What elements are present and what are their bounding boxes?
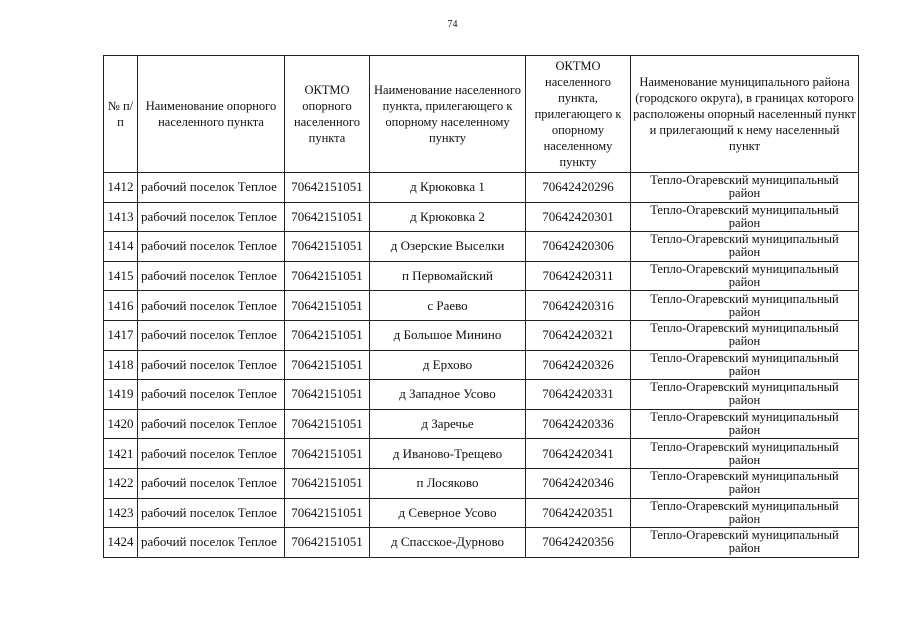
cell-locality-oktmo: 70642420326 <box>526 350 631 380</box>
cell-center-name: рабочий поселок Теплое <box>138 409 285 439</box>
cell-center-oktmo: 70642151051 <box>285 468 370 498</box>
table-row <box>104 320 859 350</box>
header-num: № п/п <box>104 56 138 173</box>
cell-num: 1415 <box>104 261 138 291</box>
cell-center-oktmo: 70642151051 <box>285 380 370 410</box>
cell-num: 1419 <box>104 380 138 410</box>
cell-locality-name: д Крюковка 2 <box>370 202 526 232</box>
cell-center-name: рабочий поселок Теплое <box>138 291 285 321</box>
cell-center-name: рабочий поселок Теплое <box>138 380 285 410</box>
cell-num: 1421 <box>104 439 138 469</box>
cell-locality-oktmo: 70642420336 <box>526 409 631 439</box>
cell-locality-name: д Иваново-Трещево <box>370 439 526 469</box>
table-row <box>104 380 859 410</box>
cell-center-name: рабочий поселок Теплое <box>138 232 285 262</box>
cell-center-oktmo: 70642151051 <box>285 291 370 321</box>
table-row <box>104 528 859 558</box>
cell-locality-name: д Озерские Выселки <box>370 232 526 262</box>
cell-center-name: рабочий поселок Теплое <box>138 173 285 203</box>
cell-num: 1424 <box>104 528 138 558</box>
cell-district: Тепло-Огаревский муниципальный район <box>631 468 859 498</box>
cell-locality-oktmo: 70642420331 <box>526 380 631 410</box>
cell-district: Тепло-Огаревский муниципальный район <box>631 320 859 350</box>
table-row <box>104 498 859 528</box>
cell-center-name: рабочий поселок Теплое <box>138 350 285 380</box>
header-center-name: Наименование опорного населенного пункта <box>138 56 285 173</box>
cell-num: 1412 <box>104 173 138 203</box>
cell-locality-oktmo: 70642420346 <box>526 468 631 498</box>
cell-locality-oktmo: 70642420311 <box>526 261 631 291</box>
cell-center-oktmo: 70642151051 <box>285 202 370 232</box>
page-number: 74 <box>447 19 458 30</box>
cell-district: Тепло-Огаревский муниципальный район <box>631 528 859 558</box>
cell-district: Тепло-Огаревский муниципальный район <box>631 498 859 528</box>
cell-center-oktmo: 70642151051 <box>285 232 370 262</box>
cell-center-name: рабочий поселок Теплое <box>138 261 285 291</box>
header-row <box>104 56 859 173</box>
cell-locality-name: д Крюковка 1 <box>370 173 526 203</box>
cell-center-name: рабочий поселок Теплое <box>138 498 285 528</box>
cell-num: 1413 <box>104 202 138 232</box>
cell-locality-name: п Первомайский <box>370 261 526 291</box>
cell-district: Тепло-Огаревский муниципальный район <box>631 232 859 262</box>
cell-center-oktmo: 70642151051 <box>285 261 370 291</box>
cell-num: 1418 <box>104 350 138 380</box>
table-row <box>104 439 859 469</box>
cell-locality-oktmo: 70642420316 <box>526 291 631 321</box>
cell-center-name: рабочий поселок Теплое <box>138 202 285 232</box>
cell-center-oktmo: 70642151051 <box>285 528 370 558</box>
cell-locality-oktmo: 70642420296 <box>526 173 631 203</box>
header-center-oktmo: ОКТМО опорного населенного пункта <box>285 56 370 173</box>
cell-district: Тепло-Огаревский муниципальный район <box>631 439 859 469</box>
cell-center-name: рабочий поселок Теплое <box>138 528 285 558</box>
cell-locality-name: д Ерхово <box>370 350 526 380</box>
header-locality-oktmo: ОКТМО населенного пункта, прилегающего к опорному населенному пункту <box>526 56 631 173</box>
cell-center-oktmo: 70642151051 <box>285 173 370 203</box>
cell-center-name: рабочий поселок Теплое <box>138 320 285 350</box>
cell-num: 1416 <box>104 291 138 321</box>
table-body <box>104 173 859 558</box>
cell-center-oktmo: 70642151051 <box>285 350 370 380</box>
cell-center-name: рабочий поселок Теплое <box>138 439 285 469</box>
cell-locality-oktmo: 70642420306 <box>526 232 631 262</box>
cell-district: Тепло-Огаревский муниципальный район <box>631 380 859 410</box>
cell-district: Тепло-Огаревский муниципальный район <box>631 350 859 380</box>
cell-center-oktmo: 70642151051 <box>285 320 370 350</box>
table-row <box>104 409 859 439</box>
cell-locality-name: д Спасское-Дурново <box>370 528 526 558</box>
cell-district: Тепло-Огаревский муниципальный район <box>631 409 859 439</box>
table-row <box>104 202 859 232</box>
table-row <box>104 468 859 498</box>
cell-num: 1417 <box>104 320 138 350</box>
table-row <box>104 291 859 321</box>
header-district: Наименование муниципального района (городского округа), в границах которого расположены опорный населенный пункт и прилегающий к нему населенный пункт <box>631 56 859 173</box>
cell-center-oktmo: 70642151051 <box>285 409 370 439</box>
cell-locality-oktmo: 70642420351 <box>526 498 631 528</box>
cell-district: Тепло-Огаревский муниципальный район <box>631 261 859 291</box>
cell-center-oktmo: 70642151051 <box>285 439 370 469</box>
cell-num: 1422 <box>104 468 138 498</box>
cell-locality-name: п Лосяково <box>370 468 526 498</box>
cell-locality-name: с Раево <box>370 291 526 321</box>
cell-num: 1423 <box>104 498 138 528</box>
cell-locality-name: д Большое Минино <box>370 320 526 350</box>
cell-center-name: рабочий поселок Теплое <box>138 468 285 498</box>
cell-district: Тепло-Огаревский муниципальный район <box>631 202 859 232</box>
cell-locality-oktmo: 70642420356 <box>526 528 631 558</box>
cell-locality-name: д Заречье <box>370 409 526 439</box>
table-header <box>104 56 859 173</box>
localities-table <box>103 55 859 558</box>
header-locality-name: Наименование населенного пункта, прилегающего к опорному населенному пункту <box>370 56 526 173</box>
cell-num: 1420 <box>104 409 138 439</box>
cell-locality-name: д Северное Усово <box>370 498 526 528</box>
table-row <box>104 173 859 203</box>
cell-locality-name: д Западное Усово <box>370 380 526 410</box>
cell-locality-oktmo: 70642420341 <box>526 439 631 469</box>
table-row <box>104 350 859 380</box>
cell-district: Тепло-Огаревский муниципальный район <box>631 291 859 321</box>
cell-district: Тепло-Огаревский муниципальный район <box>631 173 859 203</box>
cell-locality-oktmo: 70642420321 <box>526 320 631 350</box>
cell-num: 1414 <box>104 232 138 262</box>
cell-center-oktmo: 70642151051 <box>285 498 370 528</box>
cell-locality-oktmo: 70642420301 <box>526 202 631 232</box>
table-row <box>104 261 859 291</box>
table-row <box>104 232 859 262</box>
